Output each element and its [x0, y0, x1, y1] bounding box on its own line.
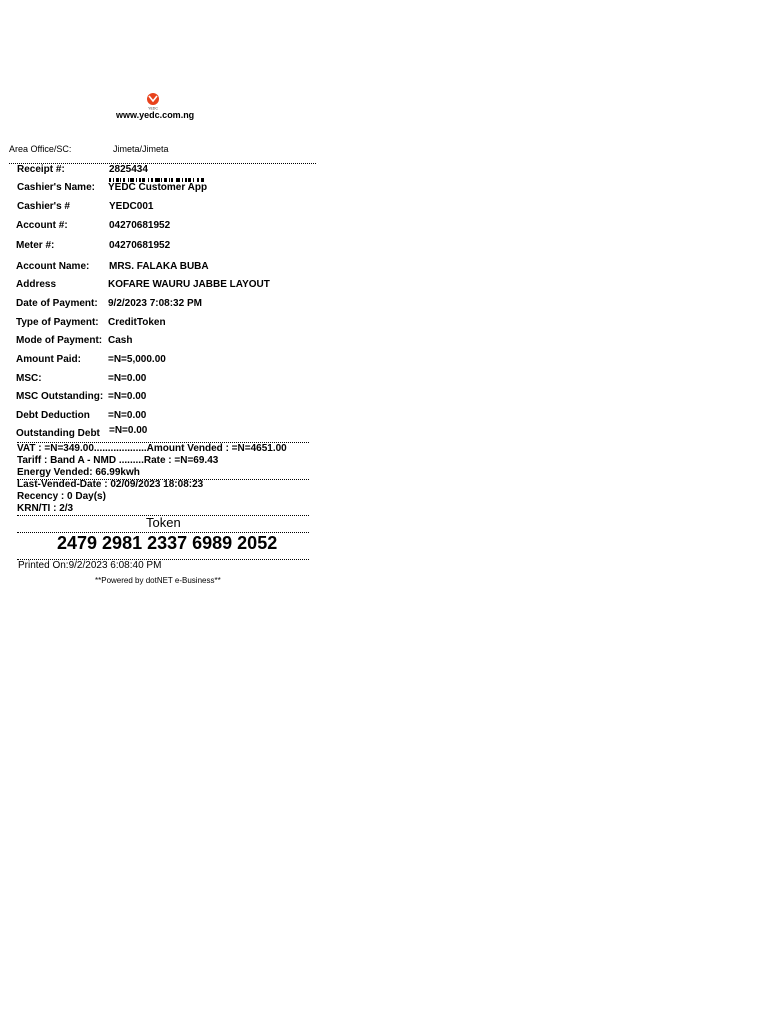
- account-name-value: MRS. FALAKA BUBA: [109, 261, 209, 272]
- token-title: Token: [146, 515, 181, 530]
- area-office-label: Area Office/SC:: [9, 144, 72, 154]
- printed-on: Printed On:9/2/2023 6:08:40 PM: [18, 560, 162, 571]
- recency-line: Recency : 0 Day(s): [17, 491, 106, 502]
- cashier-number-value: YEDC001: [109, 201, 154, 212]
- payment-type-label: Type of Payment:: [16, 317, 99, 328]
- outstanding-debt-value: =N=0.00: [109, 425, 148, 436]
- website-url: www.yedc.com.ng: [116, 110, 195, 120]
- amount-paid-value: =N=5,000.00: [108, 354, 166, 365]
- amount-paid-label: Amount Paid:: [16, 354, 81, 365]
- payment-type-value: CreditToken: [108, 317, 166, 328]
- account-number-value: 04270681952: [109, 220, 171, 231]
- cashier-name-label: Cashier's Name:: [17, 182, 95, 193]
- svg-text:YEDC: YEDC: [148, 106, 158, 110]
- yedc-logo: [143, 92, 163, 110]
- receipt-label: Receipt #:: [17, 164, 65, 175]
- cashier-name-value: YEDC Customer App: [108, 182, 208, 193]
- receipt-value: 2825434: [109, 164, 148, 175]
- payment-mode-label: Mode of Payment:: [16, 335, 103, 346]
- msc-label: MSC:: [16, 373, 42, 384]
- msc-value: =N=0.00: [108, 373, 147, 384]
- payment-mode-value: Cash: [108, 335, 133, 346]
- meter-number-label: Meter #:: [16, 240, 55, 251]
- payment-date-label: Date of Payment:: [16, 298, 98, 309]
- address-value: KOFARE WAURU JABBE LAYOUT: [108, 279, 270, 290]
- energy-vended-line: Energy Vended: 66.99kwh: [17, 467, 140, 478]
- msc-outstanding-label: MSC Outstanding:: [16, 391, 104, 402]
- vat-amount-line: VAT : =N=349.00...................Amount Vended : =N=4651.00: [17, 443, 287, 454]
- token-number: 2479 2981 2337 6989 2052: [57, 533, 278, 553]
- address-label: Address: [16, 279, 57, 290]
- outstanding-debt-label: Outstanding Debt: [16, 428, 100, 439]
- payment-date-value: 9/2/2023 7:08:32 PM: [108, 298, 202, 309]
- cashier-number-label: Cashier's #: [17, 201, 70, 212]
- msc-outstanding-value: =N=0.00: [108, 391, 147, 402]
- tariff-rate-line: Tariff : Band A - NMD .........Rate : =N=69.43: [17, 455, 219, 466]
- debt-deduction-value: =N=0.00: [108, 410, 147, 421]
- meter-number-value: 04270681952: [109, 240, 171, 251]
- debt-deduction-label: Debt Deduction: [16, 410, 90, 421]
- last-vended-line: Last-Vended-Date : 02/09/2023 18:08:23: [17, 479, 204, 490]
- powered-by: **Powered by dotNET e-Business**: [95, 576, 221, 585]
- krn-line: KRN/TI : 2/3: [17, 503, 74, 514]
- account-name-label: Account Name:: [16, 261, 90, 272]
- area-office-value: Jimeta/Jimeta: [113, 144, 169, 154]
- account-number-label: Account #:: [16, 220, 68, 231]
